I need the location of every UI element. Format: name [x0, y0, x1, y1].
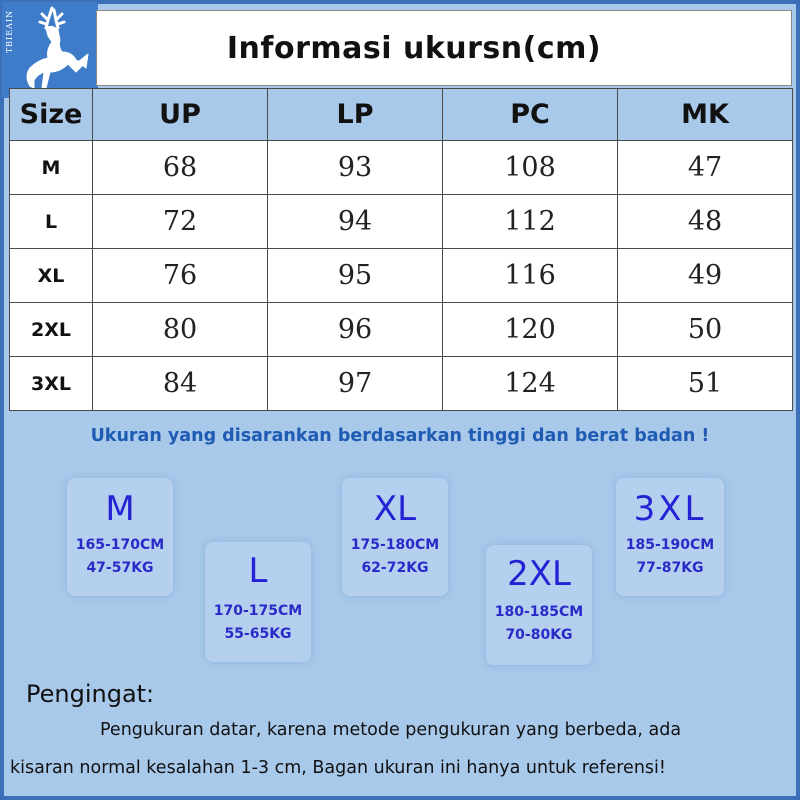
up-cell: 80: [93, 303, 268, 357]
card-weight-range: 70-80KG: [505, 627, 573, 644]
deer-icon: [2, 2, 98, 98]
up-cell: 84: [93, 357, 268, 411]
size-cell: M: [10, 141, 93, 195]
pc-cell: 120: [443, 303, 618, 357]
size-cell: L: [10, 195, 93, 249]
header-mk: MK: [618, 89, 793, 141]
pc-cell: 112: [443, 195, 618, 249]
reminder-title: Pengingat:: [26, 680, 155, 708]
card-weight-range: 47-57KG: [86, 560, 154, 577]
table-row: [10, 357, 793, 411]
header-size: Size: [10, 89, 93, 141]
lp-cell: 97: [268, 357, 443, 411]
pc-cell: 116: [443, 249, 618, 303]
table-row: [10, 141, 793, 195]
header-up: UP: [93, 89, 268, 141]
card-size-label: 3XL: [633, 489, 707, 529]
size-card-l: [205, 542, 311, 662]
card-height-range: 180-185CM: [494, 604, 584, 620]
pc-cell: 124: [443, 357, 618, 411]
size-card-xl: [342, 478, 448, 596]
card-weight-range: 55-65KG: [224, 626, 292, 643]
mk-cell: 50: [618, 303, 793, 357]
lp-cell: 94: [268, 195, 443, 249]
card-size-label: XL: [373, 489, 417, 529]
size-cell: 3XL: [10, 357, 93, 411]
mk-cell: 47: [618, 141, 793, 195]
recommendation-text: Ukuran yang disarankan berdasarkan tinggi dan berat badan !: [90, 426, 710, 446]
card-size-label: L: [248, 551, 268, 591]
brand-logo: [2, 2, 98, 98]
up-cell: 72: [93, 195, 268, 249]
table-row: [10, 195, 793, 249]
mk-cell: 48: [618, 195, 793, 249]
card-size-label: M: [105, 489, 135, 529]
card-height-range: 175-180CM: [350, 537, 440, 553]
table-row: [10, 303, 793, 357]
card-size-label: 2XL: [507, 554, 571, 594]
pc-cell: 108: [443, 141, 618, 195]
lp-cell: 95: [268, 249, 443, 303]
reminder-line-1: Pengukuran datar, karena metode pengukuran yang berbeda, ada: [100, 720, 682, 740]
header-pc: PC: [443, 89, 618, 141]
size-card-3xl: [616, 478, 724, 596]
card-weight-range: 77-87KG: [636, 560, 704, 577]
header-lp: LP: [268, 89, 443, 141]
mk-cell: 49: [618, 249, 793, 303]
card-height-range: 185-190CM: [625, 537, 715, 553]
size-card-m: [67, 478, 173, 596]
card-height-range: 165-170CM: [75, 537, 165, 553]
size-cell: 2XL: [10, 303, 93, 357]
title-banner: [96, 10, 792, 86]
table-header-row: [10, 89, 793, 141]
brand-logo-text: TBIEAIN: [5, 10, 14, 54]
up-cell: 68: [93, 141, 268, 195]
size-card-2xl: [486, 545, 592, 665]
reminder-line-2: kisaran normal kesalahan 1-3 cm, Bagan ukuran ini hanya untuk referensi!: [10, 758, 666, 778]
page-title: Informasi ukursn(cm): [226, 30, 602, 66]
card-weight-range: 62-72KG: [361, 560, 429, 577]
table-row: [10, 249, 793, 303]
lp-cell: 93: [268, 141, 443, 195]
size-cell: XL: [10, 249, 93, 303]
size-chart-table: [9, 88, 793, 411]
mk-cell: 51: [618, 357, 793, 411]
up-cell: 76: [93, 249, 268, 303]
lp-cell: 96: [268, 303, 443, 357]
card-height-range: 170-175CM: [213, 603, 303, 619]
